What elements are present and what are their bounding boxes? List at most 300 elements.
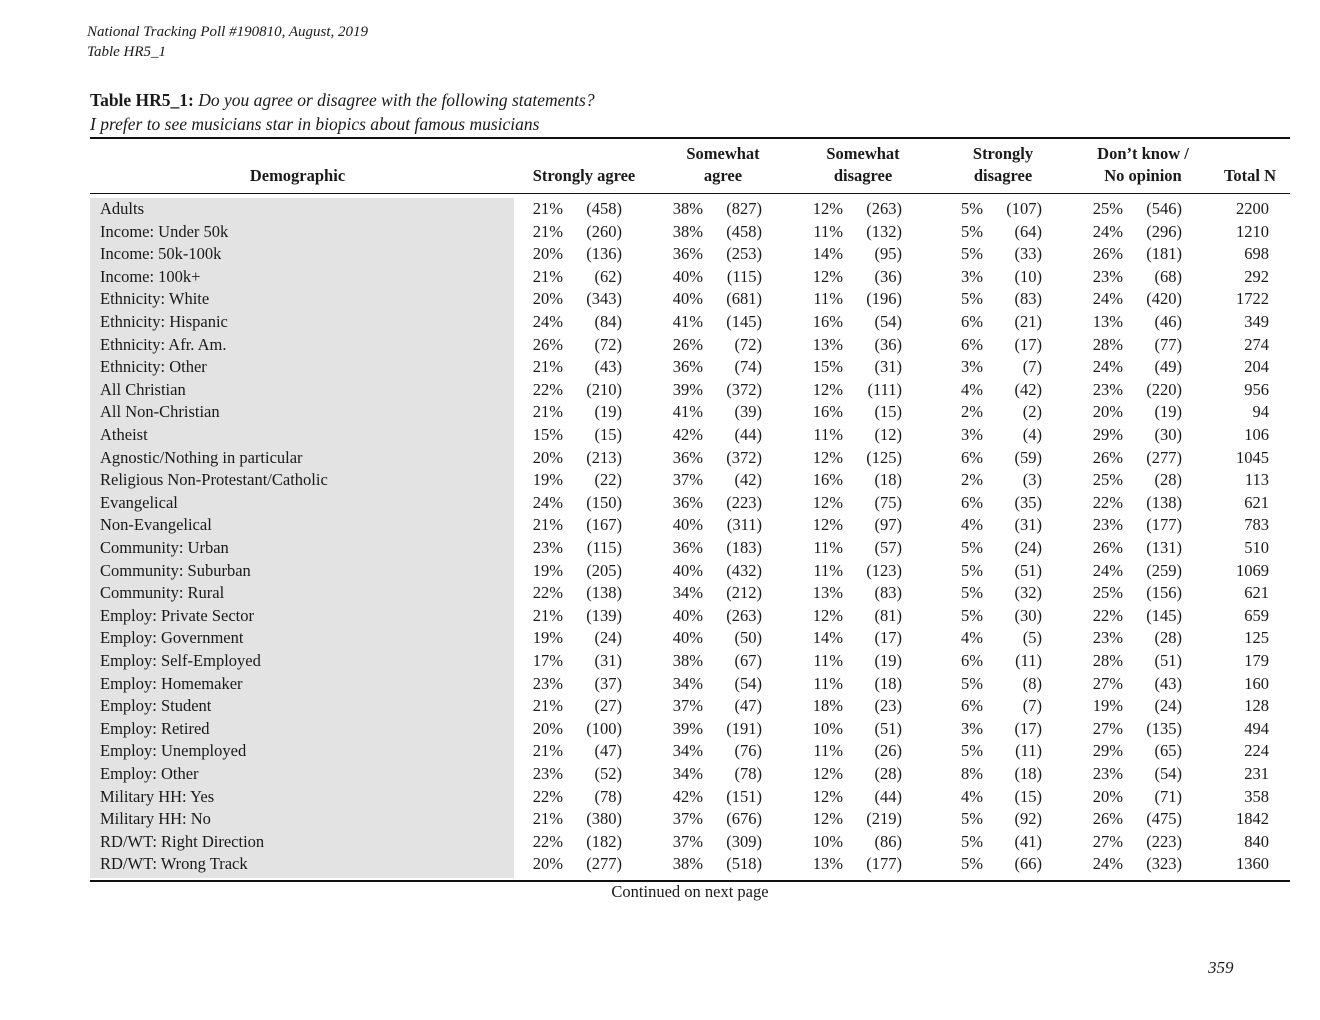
somewhat-disagree-count: (83) bbox=[874, 583, 902, 603]
dont-know-percent: 23% bbox=[1092, 379, 1123, 399]
table-row bbox=[0, 424, 1320, 447]
table-row bbox=[0, 740, 1320, 763]
somewhat-agree-percent: 36% bbox=[672, 492, 703, 512]
table-row bbox=[0, 514, 1320, 537]
dont-know-count: (68) bbox=[1154, 266, 1182, 286]
somewhat-disagree-percent: 13% bbox=[812, 334, 843, 354]
strongly-disagree-count: (3) bbox=[1022, 470, 1042, 490]
strongly-disagree-percent: 6% bbox=[961, 492, 983, 512]
strongly-disagree-count: (64) bbox=[1014, 221, 1042, 241]
dont-know-percent: 23% bbox=[1092, 764, 1123, 783]
somewhat-disagree-percent: 11% bbox=[813, 538, 843, 557]
strongly-disagree-percent: 5% bbox=[961, 673, 983, 693]
header-strongly-disagree bbox=[943, 143, 1063, 187]
strongly-disagree-count: (11) bbox=[1015, 741, 1042, 761]
somewhat-agree-count: (681) bbox=[726, 289, 762, 309]
total-n-value: 1210 bbox=[1236, 221, 1269, 241]
somewhat-agree-percent: 36% bbox=[672, 244, 703, 264]
strongly-disagree-count: (2) bbox=[1022, 402, 1042, 422]
dont-know-percent: 25% bbox=[1092, 199, 1123, 218]
total-n-value: 179 bbox=[1244, 651, 1269, 670]
strongly-disagree-percent: 5% bbox=[961, 538, 983, 557]
strongly-disagree-count: (8) bbox=[1022, 673, 1042, 693]
somewhat-disagree-count: (36) bbox=[874, 334, 902, 354]
somewhat-disagree-count: (95) bbox=[874, 244, 902, 264]
dont-know-percent: 20% bbox=[1092, 786, 1123, 806]
strongly-agree-count: (139) bbox=[586, 605, 622, 625]
strongly-agree-count: (19) bbox=[594, 402, 622, 422]
dont-know-percent: 28% bbox=[1092, 334, 1123, 354]
demographic-label: Employ: Government bbox=[100, 628, 244, 648]
dont-know-percent: 24% bbox=[1092, 289, 1123, 309]
table-row bbox=[0, 469, 1320, 492]
somewhat-disagree-count: (19) bbox=[874, 651, 902, 670]
somewhat-agree-count: (458) bbox=[726, 221, 762, 241]
somewhat-agree-percent: 40% bbox=[672, 628, 703, 648]
somewhat-disagree-percent: 15% bbox=[812, 357, 843, 377]
strongly-disagree-percent: 5% bbox=[961, 221, 983, 241]
somewhat-agree-count: (39) bbox=[734, 402, 762, 422]
total-n-value: 494 bbox=[1244, 718, 1269, 738]
table-row bbox=[0, 853, 1320, 876]
somewhat-disagree-count: (81) bbox=[874, 605, 902, 625]
strongly-agree-count: (260) bbox=[586, 221, 622, 241]
header-dont-know-line2: No opinion bbox=[1104, 166, 1182, 185]
somewhat-agree-percent: 40% bbox=[672, 560, 703, 580]
total-n-value: 840 bbox=[1244, 831, 1269, 851]
strongly-disagree-percent: 6% bbox=[961, 447, 983, 467]
strongly-agree-percent: 21% bbox=[532, 266, 563, 286]
somewhat-agree-percent: 38% bbox=[672, 221, 703, 241]
strongly-disagree-count: (92) bbox=[1014, 809, 1042, 829]
dont-know-count: (177) bbox=[1146, 515, 1182, 535]
header-strongly-disagree-line2: disagree bbox=[973, 166, 1033, 185]
somewhat-disagree-count: (54) bbox=[874, 312, 902, 331]
dont-know-percent: 19% bbox=[1092, 696, 1123, 716]
dont-know-count: (277) bbox=[1146, 447, 1182, 467]
strongly-agree-count: (213) bbox=[586, 447, 622, 467]
demographic-label: RD/WT: Wrong Track bbox=[100, 854, 248, 874]
strongly-agree-count: (47) bbox=[594, 741, 622, 761]
strongly-agree-count: (205) bbox=[586, 560, 622, 580]
somewhat-disagree-count: (26) bbox=[874, 741, 902, 761]
total-n-value: 698 bbox=[1244, 244, 1269, 264]
somewhat-disagree-count: (15) bbox=[874, 402, 902, 422]
total-n-value: 160 bbox=[1244, 673, 1269, 693]
strongly-agree-percent: 21% bbox=[532, 221, 563, 241]
somewhat-agree-percent: 36% bbox=[672, 447, 703, 467]
somewhat-agree-count: (309) bbox=[726, 831, 762, 851]
somewhat-disagree-count: (219) bbox=[866, 809, 902, 829]
somewhat-agree-percent: 41% bbox=[672, 312, 703, 331]
dont-know-count: (30) bbox=[1154, 425, 1182, 444]
strongly-agree-count: (150) bbox=[586, 492, 622, 512]
somewhat-agree-percent: 38% bbox=[672, 199, 703, 218]
somewhat-disagree-percent: 13% bbox=[812, 583, 843, 603]
demographic-label: Military HH: Yes bbox=[100, 786, 215, 806]
somewhat-agree-percent: 40% bbox=[672, 289, 703, 309]
strongly-agree-percent: 23% bbox=[532, 764, 563, 783]
demographic-label: Agnostic/Nothing in particular bbox=[100, 447, 303, 467]
table-row bbox=[0, 560, 1320, 583]
somewhat-disagree-percent: 11% bbox=[813, 673, 843, 693]
demographic-label: Community: Suburban bbox=[100, 560, 251, 580]
somewhat-disagree-percent: 12% bbox=[812, 786, 843, 806]
dont-know-percent: 27% bbox=[1092, 718, 1123, 738]
header-somewhat-agree bbox=[663, 143, 783, 187]
total-n-value: 113 bbox=[1244, 470, 1269, 490]
total-n-value: 2200 bbox=[1236, 199, 1269, 218]
caption-question: Do you agree or disagree with the following statements? bbox=[198, 90, 595, 110]
somewhat-agree-percent: 39% bbox=[672, 718, 703, 738]
somewhat-agree-count: (263) bbox=[726, 605, 762, 625]
somewhat-agree-count: (145) bbox=[726, 312, 762, 331]
header-somewhat-disagree-line1: Somewhat bbox=[826, 144, 900, 163]
somewhat-disagree-percent: 11% bbox=[813, 425, 843, 444]
somewhat-agree-percent: 36% bbox=[672, 357, 703, 377]
somewhat-agree-count: (827) bbox=[726, 199, 762, 218]
strongly-disagree-percent: 5% bbox=[961, 244, 983, 264]
somewhat-agree-count: (372) bbox=[726, 379, 762, 399]
somewhat-agree-percent: 34% bbox=[672, 583, 703, 603]
somewhat-disagree-percent: 11% bbox=[813, 651, 843, 670]
somewhat-agree-count: (50) bbox=[734, 628, 762, 648]
demographic-label: Ethnicity: Other bbox=[100, 357, 207, 377]
strongly-agree-count: (136) bbox=[586, 244, 622, 264]
strongly-disagree-percent: 5% bbox=[961, 199, 983, 218]
somewhat-agree-count: (44) bbox=[734, 425, 762, 444]
table-row bbox=[0, 695, 1320, 718]
dont-know-percent: 24% bbox=[1092, 854, 1123, 874]
demographic-label: Adults bbox=[100, 199, 145, 218]
strongly-agree-count: (22) bbox=[594, 470, 622, 490]
somewhat-disagree-percent: 12% bbox=[812, 447, 843, 467]
somewhat-agree-percent: 42% bbox=[672, 786, 703, 806]
total-n-value: 274 bbox=[1244, 334, 1269, 354]
strongly-agree-percent: 20% bbox=[532, 718, 563, 738]
table-row bbox=[0, 221, 1320, 244]
somewhat-agree-percent: 37% bbox=[672, 696, 703, 716]
dont-know-count: (28) bbox=[1154, 628, 1182, 648]
dont-know-count: (49) bbox=[1154, 357, 1182, 377]
table-row bbox=[0, 311, 1320, 334]
strongly-agree-count: (31) bbox=[594, 651, 622, 670]
dont-know-count: (420) bbox=[1146, 289, 1182, 309]
strongly-disagree-percent: 3% bbox=[961, 718, 983, 738]
somewhat-agree-count: (223) bbox=[726, 492, 762, 512]
somewhat-agree-percent: 39% bbox=[672, 379, 703, 399]
strongly-agree-count: (458) bbox=[586, 199, 622, 218]
table-row bbox=[0, 718, 1320, 741]
table-row bbox=[0, 266, 1320, 289]
dont-know-count: (138) bbox=[1146, 492, 1182, 512]
somewhat-disagree-percent: 16% bbox=[812, 402, 843, 422]
dont-know-count: (131) bbox=[1146, 538, 1182, 557]
strongly-agree-count: (182) bbox=[586, 831, 622, 851]
dont-know-percent: 24% bbox=[1092, 357, 1123, 377]
strongly-agree-percent: 24% bbox=[532, 492, 563, 512]
strongly-agree-count: (210) bbox=[586, 379, 622, 399]
total-n-value: 1069 bbox=[1236, 560, 1269, 580]
strongly-agree-percent: 19% bbox=[532, 560, 563, 580]
strongly-disagree-count: (51) bbox=[1014, 560, 1042, 580]
strongly-agree-percent: 21% bbox=[532, 809, 563, 829]
somewhat-agree-count: (212) bbox=[726, 583, 762, 603]
table-top-rule bbox=[90, 137, 1290, 139]
somewhat-disagree-percent: 12% bbox=[812, 809, 843, 829]
somewhat-disagree-percent: 11% bbox=[813, 221, 843, 241]
somewhat-disagree-percent: 11% bbox=[813, 560, 843, 580]
somewhat-disagree-percent: 14% bbox=[812, 628, 843, 648]
strongly-disagree-percent: 6% bbox=[961, 334, 983, 354]
dont-know-count: (220) bbox=[1146, 379, 1182, 399]
dont-know-percent: 26% bbox=[1092, 447, 1123, 467]
somewhat-disagree-count: (263) bbox=[866, 199, 902, 218]
strongly-disagree-percent: 5% bbox=[961, 854, 983, 874]
header-demographic: Demographic bbox=[249, 166, 346, 185]
somewhat-agree-count: (54) bbox=[734, 673, 762, 693]
somewhat-disagree-count: (17) bbox=[874, 628, 902, 648]
strongly-disagree-percent: 6% bbox=[961, 696, 983, 716]
table-row bbox=[0, 492, 1320, 515]
total-n-value: 956 bbox=[1244, 379, 1269, 399]
strongly-agree-count: (62) bbox=[594, 266, 622, 286]
strongly-disagree-count: (7) bbox=[1022, 696, 1042, 716]
table-row bbox=[0, 627, 1320, 650]
total-n-value: 128 bbox=[1244, 696, 1269, 716]
dont-know-count: (546) bbox=[1146, 199, 1182, 218]
strongly-agree-percent: 20% bbox=[532, 244, 563, 264]
table-row bbox=[0, 808, 1320, 831]
somewhat-disagree-percent: 16% bbox=[812, 312, 843, 331]
dont-know-percent: 27% bbox=[1092, 673, 1123, 693]
strongly-disagree-count: (18) bbox=[1014, 764, 1042, 783]
table-row bbox=[0, 673, 1320, 696]
somewhat-disagree-count: (51) bbox=[874, 718, 902, 738]
strongly-agree-percent: 26% bbox=[532, 334, 563, 354]
strongly-disagree-percent: 5% bbox=[961, 583, 983, 603]
strongly-disagree-count: (5) bbox=[1022, 628, 1042, 648]
strongly-disagree-percent: 5% bbox=[961, 809, 983, 829]
demographic-label: Military HH: No bbox=[100, 809, 211, 829]
table-row bbox=[0, 447, 1320, 470]
somewhat-disagree-percent: 12% bbox=[812, 266, 843, 286]
dont-know-count: (145) bbox=[1146, 605, 1182, 625]
dont-know-count: (181) bbox=[1146, 244, 1182, 264]
dont-know-percent: 22% bbox=[1092, 492, 1123, 512]
somewhat-agree-percent: 40% bbox=[672, 266, 703, 286]
header-somewhat-disagree bbox=[803, 143, 923, 187]
somewhat-agree-percent: 37% bbox=[672, 831, 703, 851]
dont-know-percent: 24% bbox=[1092, 560, 1123, 580]
total-n-value: 1842 bbox=[1236, 809, 1269, 829]
dont-know-percent: 27% bbox=[1092, 831, 1123, 851]
strongly-agree-count: (138) bbox=[586, 583, 622, 603]
strongly-disagree-percent: 8% bbox=[961, 764, 983, 783]
strongly-agree-percent: 20% bbox=[532, 289, 563, 309]
strongly-agree-percent: 23% bbox=[532, 673, 563, 693]
strongly-disagree-count: (83) bbox=[1014, 289, 1042, 309]
dont-know-count: (156) bbox=[1146, 583, 1182, 603]
demographic-label: All Non-Christian bbox=[100, 402, 220, 422]
dont-know-count: (46) bbox=[1154, 312, 1182, 331]
strongly-disagree-percent: 3% bbox=[961, 266, 983, 286]
strongly-disagree-count: (11) bbox=[1015, 651, 1042, 670]
total-n-value: 292 bbox=[1244, 266, 1269, 286]
dont-know-count: (135) bbox=[1146, 718, 1182, 738]
strongly-disagree-percent: 3% bbox=[961, 357, 983, 377]
somewhat-agree-percent: 40% bbox=[672, 515, 703, 535]
strongly-disagree-percent: 4% bbox=[961, 628, 983, 648]
strongly-agree-percent: 22% bbox=[532, 379, 563, 399]
dont-know-count: (296) bbox=[1146, 221, 1182, 241]
header-somewhat-agree-line2: agree bbox=[703, 166, 743, 185]
dont-know-count: (19) bbox=[1154, 402, 1182, 422]
header-somewhat-disagree-line2: disagree bbox=[833, 166, 893, 185]
dont-know-percent: 29% bbox=[1092, 425, 1123, 444]
somewhat-agree-count: (676) bbox=[726, 809, 762, 829]
poll-title: National Tracking Poll #190810, August, 2019 bbox=[87, 24, 368, 40]
strongly-agree-percent: 24% bbox=[532, 312, 563, 331]
somewhat-agree-percent: 34% bbox=[672, 741, 703, 761]
somewhat-agree-count: (253) bbox=[726, 244, 762, 264]
demographic-label: Employ: Self-Employed bbox=[100, 651, 261, 670]
somewhat-disagree-percent: 10% bbox=[812, 718, 843, 738]
demographic-label: Community: Rural bbox=[100, 583, 225, 603]
somewhat-disagree-count: (28) bbox=[874, 764, 902, 783]
somewhat-agree-count: (372) bbox=[726, 447, 762, 467]
dont-know-percent: 23% bbox=[1092, 515, 1123, 535]
strongly-agree-percent: 17% bbox=[532, 651, 563, 670]
strongly-agree-count: (27) bbox=[594, 696, 622, 716]
demographic-label: All Christian bbox=[100, 379, 186, 399]
table-row bbox=[0, 831, 1320, 854]
somewhat-disagree-count: (75) bbox=[874, 492, 902, 512]
somewhat-disagree-percent: 12% bbox=[812, 492, 843, 512]
demographic-label: Employ: Student bbox=[100, 696, 212, 716]
somewhat-agree-percent: 37% bbox=[672, 809, 703, 829]
strongly-disagree-percent: 2% bbox=[961, 402, 983, 422]
dont-know-count: (28) bbox=[1154, 470, 1182, 490]
total-n-value: 510 bbox=[1244, 538, 1269, 557]
demographic-label: Employ: Private Sector bbox=[100, 605, 254, 625]
strongly-agree-count: (277) bbox=[586, 854, 622, 874]
strongly-agree-percent: 15% bbox=[532, 425, 563, 444]
demographic-label: Income: 100k+ bbox=[100, 266, 201, 286]
total-n-value: 125 bbox=[1244, 628, 1269, 648]
demographic-label: Atheist bbox=[100, 425, 148, 444]
total-n-value: 1360 bbox=[1236, 854, 1269, 874]
strongly-disagree-percent: 5% bbox=[961, 831, 983, 851]
strongly-agree-percent: 21% bbox=[532, 696, 563, 716]
demographic-label: Evangelical bbox=[100, 492, 178, 512]
total-n-value: 231 bbox=[1244, 764, 1269, 783]
somewhat-disagree-count: (44) bbox=[874, 786, 902, 806]
somewhat-agree-count: (72) bbox=[734, 334, 762, 354]
strongly-disagree-count: (17) bbox=[1014, 718, 1042, 738]
dont-know-percent: 25% bbox=[1092, 470, 1123, 490]
somewhat-disagree-percent: 13% bbox=[812, 854, 843, 874]
header-strongly-agree: Strongly agree bbox=[532, 166, 636, 185]
strongly-agree-percent: 21% bbox=[532, 199, 563, 218]
strongly-agree-count: (78) bbox=[594, 786, 622, 806]
strongly-disagree-count: (42) bbox=[1014, 379, 1042, 399]
strongly-agree-percent: 21% bbox=[532, 605, 563, 625]
strongly-disagree-count: (32) bbox=[1014, 583, 1042, 603]
table-row bbox=[0, 243, 1320, 266]
strongly-disagree-percent: 5% bbox=[961, 560, 983, 580]
strongly-agree-percent: 20% bbox=[532, 854, 563, 874]
somewhat-agree-count: (42) bbox=[734, 470, 762, 490]
somewhat-disagree-percent: 12% bbox=[812, 379, 843, 399]
table-row bbox=[0, 786, 1320, 809]
strongly-disagree-count: (41) bbox=[1014, 831, 1042, 851]
strongly-agree-count: (72) bbox=[594, 334, 622, 354]
somewhat-agree-percent: 40% bbox=[672, 605, 703, 625]
somewhat-agree-percent: 38% bbox=[672, 651, 703, 670]
somewhat-agree-percent: 37% bbox=[672, 470, 703, 490]
demographic-label: Community: Urban bbox=[100, 538, 229, 557]
table-row bbox=[0, 650, 1320, 673]
strongly-disagree-percent: 5% bbox=[961, 289, 983, 309]
strongly-disagree-percent: 5% bbox=[961, 605, 983, 625]
somewhat-disagree-count: (57) bbox=[874, 538, 902, 557]
strongly-disagree-count: (66) bbox=[1014, 854, 1042, 874]
demographic-label: Employ: Other bbox=[100, 764, 199, 783]
running-head bbox=[87, 22, 368, 62]
strongly-agree-percent: 22% bbox=[532, 583, 563, 603]
total-n-value: 621 bbox=[1244, 492, 1269, 512]
somewhat-disagree-percent: 12% bbox=[812, 199, 843, 218]
demographic-label: Religious Non-Protestant/Catholic bbox=[100, 470, 328, 490]
somewhat-disagree-count: (123) bbox=[866, 560, 902, 580]
strongly-disagree-count: (33) bbox=[1014, 244, 1042, 264]
demographic-label: Ethnicity: Hispanic bbox=[100, 312, 228, 331]
table-row bbox=[0, 537, 1320, 560]
somewhat-disagree-count: (23) bbox=[874, 696, 902, 716]
page-number: 359 bbox=[1208, 958, 1234, 977]
somewhat-disagree-count: (196) bbox=[866, 289, 902, 309]
demographic-label: Employ: Retired bbox=[100, 718, 210, 738]
demographic-label: Income: 50k-100k bbox=[100, 244, 222, 264]
table-row bbox=[0, 763, 1320, 786]
somewhat-agree-count: (191) bbox=[726, 718, 762, 738]
strongly-agree-count: (15) bbox=[594, 425, 622, 444]
dont-know-percent: 23% bbox=[1092, 266, 1123, 286]
somewhat-agree-count: (74) bbox=[734, 357, 762, 377]
somewhat-disagree-percent: 10% bbox=[812, 831, 843, 851]
dont-know-count: (43) bbox=[1154, 673, 1182, 693]
dont-know-count: (223) bbox=[1146, 831, 1182, 851]
strongly-agree-percent: 22% bbox=[532, 786, 563, 806]
table-row bbox=[0, 379, 1320, 402]
strongly-agree-count: (37) bbox=[594, 673, 622, 693]
somewhat-disagree-percent: 12% bbox=[812, 605, 843, 625]
somewhat-disagree-count: (18) bbox=[874, 470, 902, 490]
strongly-disagree-percent: 4% bbox=[961, 379, 983, 399]
somewhat-disagree-count: (86) bbox=[874, 831, 902, 851]
table-row bbox=[0, 605, 1320, 628]
table-id: Table HR5_1 bbox=[87, 44, 167, 60]
table-row bbox=[0, 356, 1320, 379]
strongly-disagree-percent: 6% bbox=[961, 651, 983, 670]
strongly-disagree-count: (21) bbox=[1014, 312, 1042, 331]
header-dont-know-line1: Don’t know / bbox=[1097, 144, 1189, 163]
table-row bbox=[0, 288, 1320, 311]
somewhat-agree-percent: 34% bbox=[672, 673, 703, 693]
strongly-agree-percent: 19% bbox=[532, 628, 563, 648]
dont-know-count: (77) bbox=[1154, 334, 1182, 354]
